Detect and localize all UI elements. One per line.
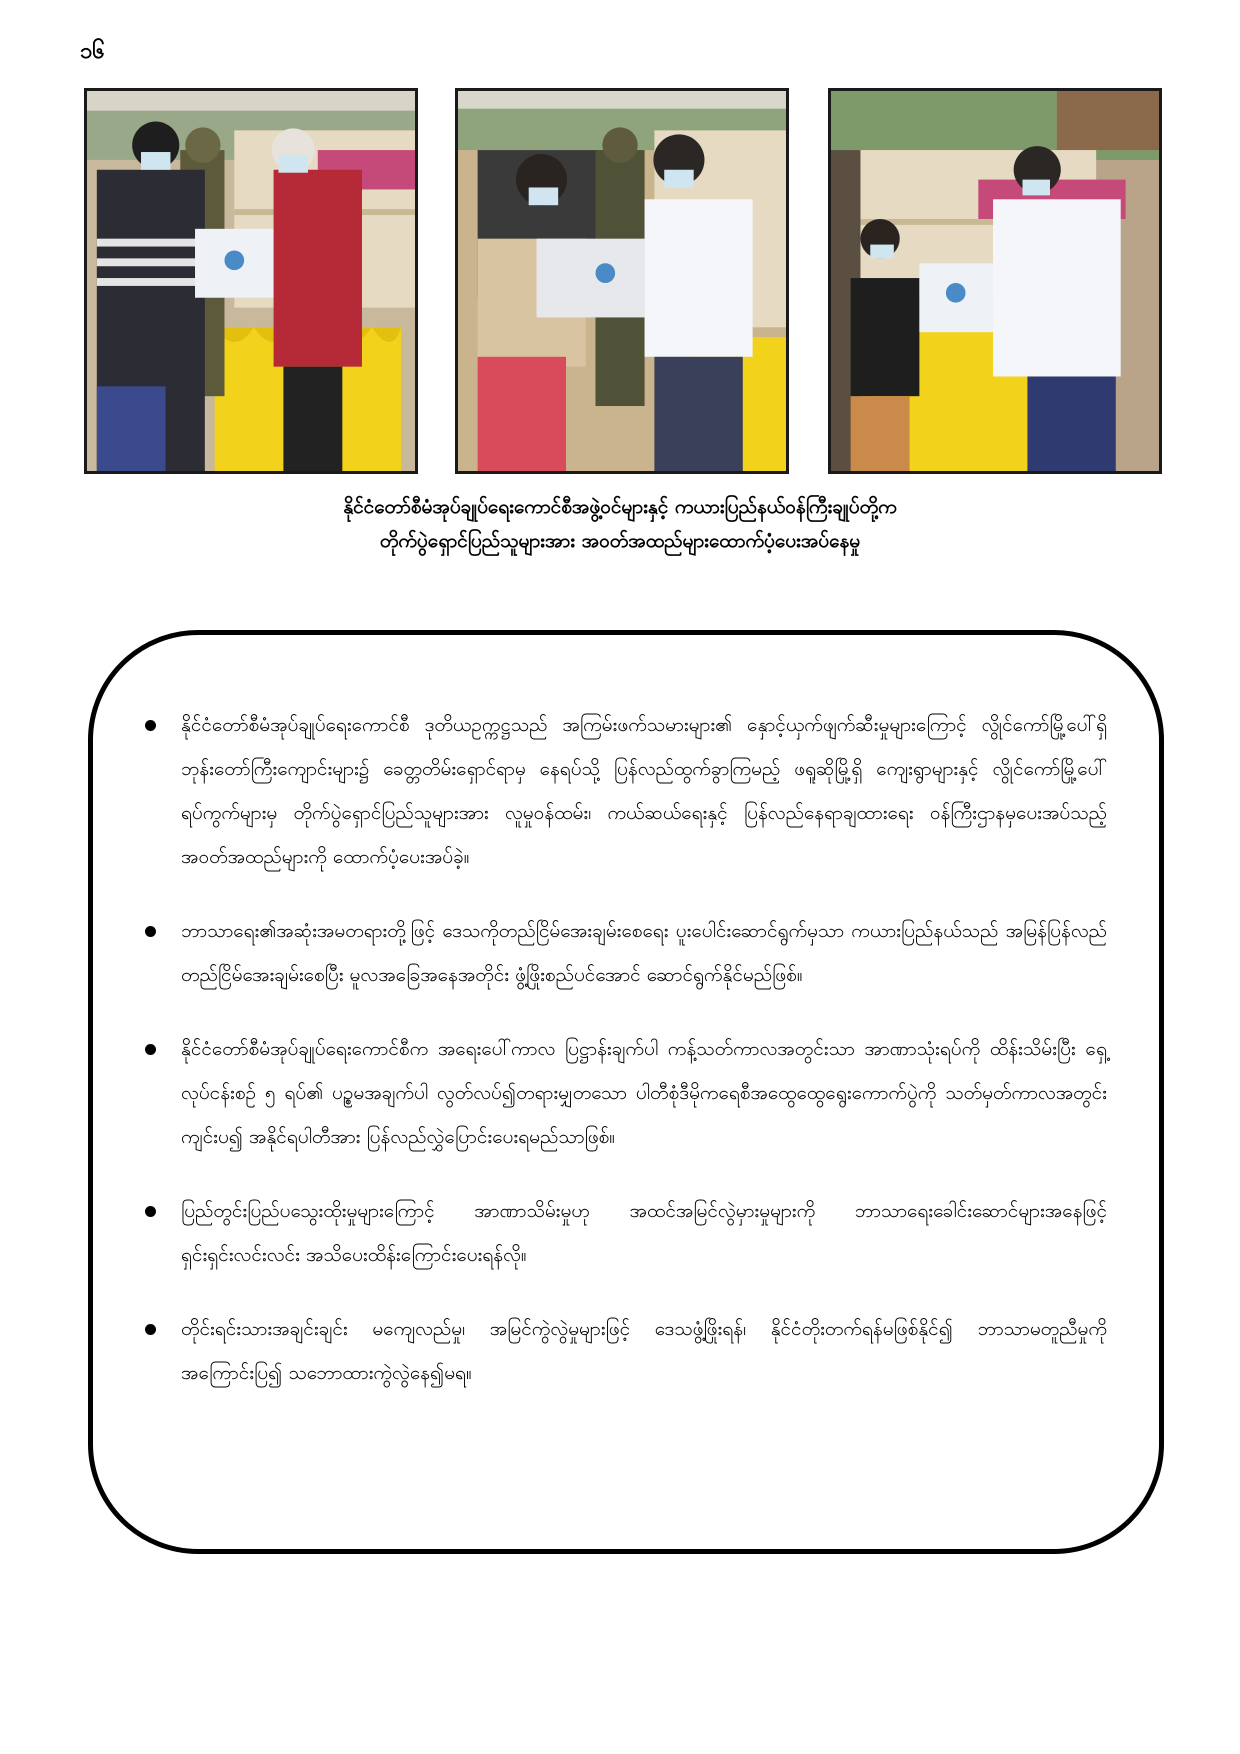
photo-donation-1-image xyxy=(87,91,415,471)
photo-caption xyxy=(150,490,1090,558)
bullet-dot-icon xyxy=(145,1206,156,1217)
bullet-item-2 xyxy=(145,909,1107,997)
bullet-dot-icon xyxy=(145,926,156,937)
bullet-text-1: နိုင်ငံတော်စီမံအုပ်ချုပ်ရေးကောင်စီ ဒုတိယဥက္ကဋ္ဌသည် အကြမ်းဖက်သမားများ၏ နှောင့်ယှက်ဖျက်ဆီးမှုများကြောင့် လွိုင်ကော်မြို့ပေါ်ရှိ ဘုန်းတော်ကြီးကျောင်းများ၌ ခေတ္တတိမ်းရှောင်ရာမှ နေရပ်သို့ ပြန်လည်ထွက်ခွာကြမည့် ဖရူဆိုမြို့ရှိ ကျေးရွာများနှင့် လွိုင်ကော်မြို့ပေါ်ရပ်ကွက်များမှ တိုက်ပွဲရှောင်ပြည်သူများအား လူမှုဝန်ထမ်း၊ ကယ်ဆယ်ရေးနှင့် ပြန်လည်နေရာချထားရေး ဝန်ကြီးဌာနမှပေးအပ်သည့် အဝတ်အထည်များကို ထောက်ပံ့ပေးအပ်ခဲ့။ xyxy=(181,714,1107,868)
photo-donation-1 xyxy=(84,88,418,474)
photo-donation-3 xyxy=(828,88,1162,474)
photo-donation-3-image xyxy=(831,91,1159,471)
bullet-item-1 xyxy=(145,703,1107,879)
photo-donation-2 xyxy=(455,88,789,474)
bullet-text-4: ပြည်တွင်းပြည်ပသွေးထိုးမှုများကြောင့် အာဏာသိမ်းမှုဟု အထင်အမြင်လွဲမှားမှုများကို ဘာသာရေးခေါင်းဆောင်များအနေဖြင့် ရှင်းရှင်းလင်းလင်း အသိပေးထိန်းကြောင်းပေးရန်လို။ xyxy=(181,1200,1107,1266)
bullet-dot-icon xyxy=(145,1324,156,1335)
bullet-list xyxy=(145,703,1107,1425)
bullet-text-2: ဘာသာရေး၏အဆုံးအမတရားတို့ဖြင့် ဒေသကိုတည်ငြိမ်အေးချမ်းစေရေး ပူးပေါင်းဆောင်ရွက်မှသာ ကယားပြည်နယ်သည် အမြန်ပြန်လည်တည်ငြိမ်အေးချမ်းစေပြီး မူလအခြေအနေအတိုင်း ဖွံ့ဖြိုးစည်ပင်အောင် ဆောင်ရွက်နိုင်မည်ဖြစ်။ xyxy=(181,920,1107,986)
bullet-text-3: နိုင်ငံတော်စီမံအုပ်ချုပ်ရေးကောင်စီက အရေးပေါ်ကာလ ပြဋ္ဌာန်းချက်ပါ ကန့်သတ်ကာလအတွင်းသာ အာဏာသုံးရပ်ကို ထိန်းသိမ်းပြီး ရှေ့လုပ်ငန်းစဉ် ၅ ရပ်၏ ပဉ္စမအချက်ပါ လွတ်လပ်၍တရားမျှတသော ပါတီစုံဒီမိုကရေစီအထွေထွေရွေးကောက်ပွဲကို သတ်မှတ်ကာလအတွင်းကျင်းပ၍ အနိုင်ရပါတီအား ပြန်လည်လွှဲပြောင်းပေးရမည်သာဖြစ်။ xyxy=(181,1038,1107,1148)
summary-box xyxy=(88,630,1164,1554)
photo-row xyxy=(84,88,1168,480)
caption-line-1: နိုင်ငံတော်စီမံအုပ်ချုပ်ရေးကောင်စီအဖွဲ့ဝင်များနှင့် ကယားပြည်နယ်ဝန်ကြီးချုပ်တို့က xyxy=(343,496,897,518)
bullet-item-3 xyxy=(145,1027,1107,1159)
bullet-text-5: တိုင်းရင်းသားအချင်းချင်း မကျေလည်မှု၊ အမြင်ကွဲလွဲမှုများဖြင့် ဒေသဖွံ့ဖြိုးရန်၊ နိုင်ငံတိုးတက်ရန်မဖြစ်နိုင်၍ ဘာသာမတူညီမှုကို အကြောင်းပြ၍ သဘောထားကွဲလွဲနေ၍မရ။ xyxy=(181,1318,1107,1384)
bullet-dot-icon xyxy=(145,720,156,731)
page-number: ၁၆ xyxy=(80,39,105,64)
caption-line-2: တိုက်ပွဲရှောင်ပြည်သူများအား အဝတ်အထည်များထောက်ပံ့ပေးအပ်နေမှု xyxy=(379,530,861,552)
photo-donation-2-image xyxy=(458,91,786,471)
bullet-dot-icon xyxy=(145,1044,156,1055)
bullet-item-4 xyxy=(145,1189,1107,1277)
bullet-item-5 xyxy=(145,1307,1107,1395)
